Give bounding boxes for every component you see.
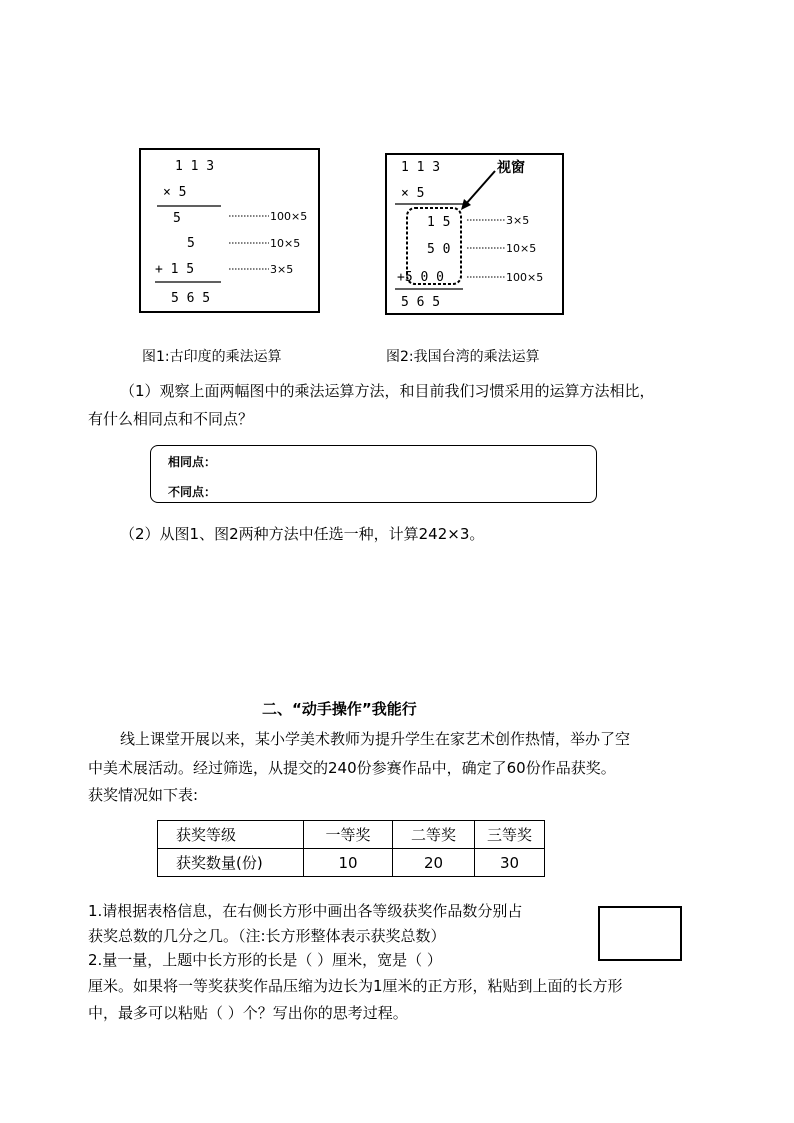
section-2-title: 二、“动手操作”我能行 (262, 700, 417, 718)
award-table (157, 820, 545, 877)
fig2-partial-1: 1 5 (427, 215, 451, 230)
drawing-rectangle[interactable] (598, 906, 682, 961)
question-1-line-2: 有什么相同点和不同点？ (88, 410, 254, 428)
fig2-multiplier: × 5 (401, 186, 425, 201)
answer-box[interactable] (150, 445, 597, 503)
table-cell: 10 (304, 849, 393, 877)
fig2-window-arrow (465, 171, 495, 205)
fig1-partial-2: 5 (187, 236, 195, 251)
task-2-line-1: 2.量一量，上题中长方形的长是（ ）厘米，宽是（ ） (88, 951, 442, 969)
diff-points-label: 不同点： (168, 485, 217, 499)
fig1-partial-3: + 1 5 (155, 262, 195, 277)
table-header-row (158, 821, 545, 849)
table-header-cell: 三等奖 (475, 821, 545, 849)
figure-2-diagram (387, 155, 562, 313)
table-cell: 30 (475, 849, 545, 877)
fig2-partial-2: 5 0 (427, 242, 451, 257)
table-cell: 获奖数量(份) (158, 849, 304, 877)
fig2-annotation-2: 10×5 (506, 242, 537, 255)
fig1-multiplicand: 1 1 3 (175, 159, 215, 174)
table-row (158, 849, 545, 877)
fig2-annotation-3: 100×5 (506, 271, 544, 284)
figure-1-diagram (141, 150, 318, 311)
question-1-line-1: （1）观察上面两幅图中的乘法运算方法，和目前我们习惯采用的运算方法相比， (120, 382, 655, 400)
table-header-cell: 一等奖 (304, 821, 393, 849)
fig2-multiplicand: 1 1 3 (401, 160, 441, 175)
figure-1-box (139, 148, 320, 313)
task-2-line-3: 中，最多可以粘贴（ ）个？写出你的思考过程。 (88, 1004, 408, 1022)
figure-2-caption: 图2:我国台湾的乘法运算 (386, 349, 540, 365)
fig1-annotation-1: 100×5 (270, 210, 308, 223)
task-2-line-2: 厘米。如果将一等奖获奖作品压缩为边长为1厘米的正方形，粘贴到上面的长方形 (88, 977, 623, 995)
section-2-intro-line-3: 获奖情况如下表: (88, 786, 199, 804)
figure-2-box (385, 153, 564, 315)
fig2-partial-3: +5 0 0 (397, 270, 444, 285)
question-2: （2）从图1、图2两种方法中任选一种，计算242×3。 (120, 525, 485, 543)
fig2-window-label: 视窗 (497, 160, 525, 176)
same-points-label: 相同点： (168, 455, 217, 469)
table-cell: 20 (393, 849, 475, 877)
section-2-intro-line-2: 中美术展活动。经过筛选，从提交的240份参赛作品中，确定了60份作品获奖。 (88, 759, 616, 777)
fig1-annotation-2: 10×5 (270, 237, 301, 250)
fig1-partial-1: 5 (173, 211, 181, 226)
fig2-result: 5 6 5 (401, 295, 441, 310)
fig2-annotation-1: 3×5 (506, 214, 530, 227)
fig1-result: 5 6 5 (171, 291, 211, 306)
figure-1-caption: 图1:古印度的乘法运算 (142, 349, 282, 365)
table-header-cell: 二等奖 (393, 821, 475, 849)
fig1-multiplier: × 5 (163, 185, 187, 200)
table-header-cell: 获奖等级 (158, 821, 304, 849)
task-1-line-2: 获奖总数的几分之几。（注:长方形整体表示获奖总数） (88, 927, 446, 945)
fig1-annotation-3: 3×5 (270, 263, 294, 276)
task-1-line-1: 1.请根据表格信息，在右侧长方形中画出各等级获奖作品数分别占 (88, 902, 523, 920)
section-2-intro-line-1: 线上课堂开展以来，某小学美术教师为提升学生在家艺术创作热情，举办了空 (120, 730, 631, 748)
